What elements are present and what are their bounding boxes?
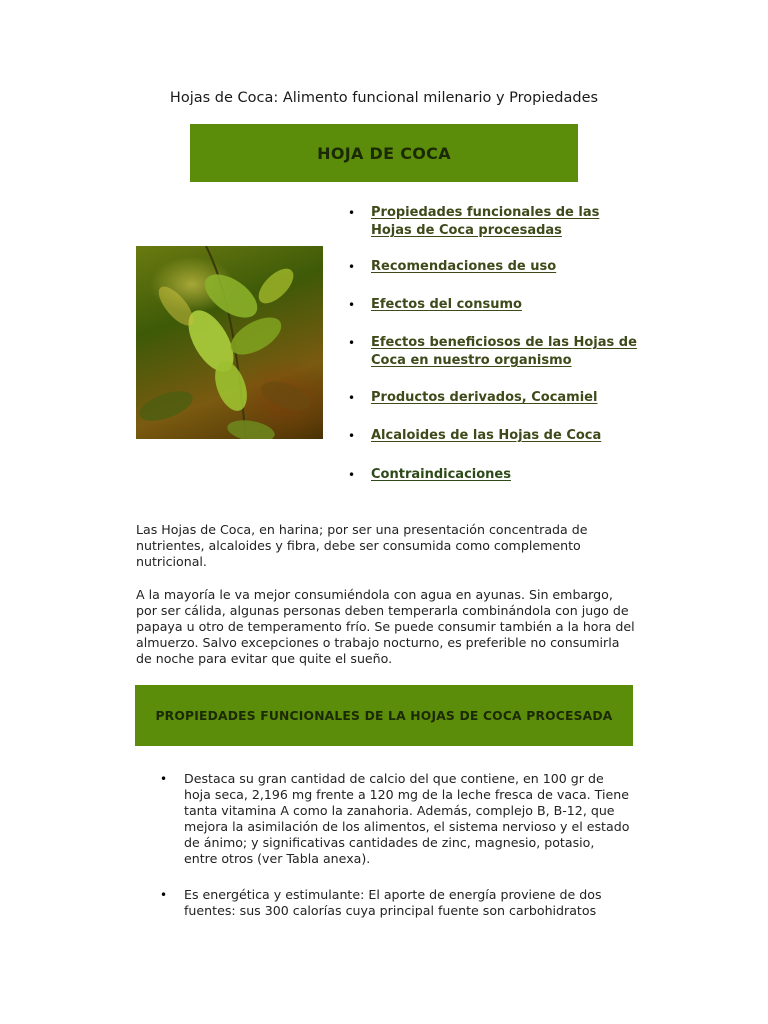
toc-item	[348, 204, 636, 240]
property-text: Es energética y estimulante: El aporte de energía proviene de dos fuentes: sus 300 calorías cuya principal fuente son carbohidratos	[184, 887, 602, 918]
leaves-illustration	[136, 246, 323, 439]
usage-paragraph: A la mayoría le va mejor consumiéndola con agua en ayunas. Sin embargo, por ser cálida, algunas personas deben temperarla combinándola con jugo de papaya u otro de temperamento frío. Se puede consumir también a la hora del almuerzo. Salvo excepciones o trabajo nocturno, es preferible no consumirla de noche para evitar que quite el sueño.	[136, 587, 635, 666]
property-text: Destaca su gran cantidad de calcio del que contiene, en 100 gr de hoja seca, 2,196 mg frente a 120 mg de la leche fresca de vaca. Tiene tanta vitamina A como la zanahoria. Además, complejo B, B-12, que mejora la asimilación de los alimentos, el sistema nervioso y el estado de ánimo; y significativas cantidades de zinc, magnesio, potasio, entre otros (ver Tabla anexa).	[184, 771, 630, 866]
list-item	[160, 887, 630, 919]
toc-link-efectos-beneficiosos[interactable]: Efectos beneficiosos de las Hojas de Coca en nuestro organismo	[371, 335, 637, 368]
bullet-icon: •	[348, 391, 356, 405]
toc-link-contraindicaciones[interactable]: Contraindicaciones	[371, 467, 511, 482]
main-banner-label: HOJA DE COCA	[317, 143, 451, 163]
intro-paragraph: Las Hojas de Coca, en harina; por ser una presentación concentrada de nutrientes, alcaloides y fibra, debe ser consumida como complemento nutricional.	[136, 522, 588, 569]
toc-link-efectos-consumo[interactable]: Efectos del consumo	[371, 297, 522, 312]
bullet-icon: •	[160, 888, 168, 902]
bullet-icon: •	[348, 468, 356, 482]
toc-link-recomendaciones[interactable]: Recomendaciones de uso	[371, 259, 557, 274]
toc-item	[348, 334, 656, 370]
bullet-icon: •	[160, 772, 168, 786]
section-banner	[135, 685, 633, 746]
section-banner-label: PROPIEDADES FUNCIONALES DE LA HOJAS DE COCA PROCESADA	[155, 708, 613, 723]
toc-link-alcaloides[interactable]: Alcaloides de las Hojas de Coca	[371, 428, 602, 443]
toc-item	[348, 466, 511, 484]
properties-list	[160, 771, 630, 939]
document-title: Hojas de Coca: Alimento funcional milenario y Propiedades	[169, 90, 599, 106]
bullet-icon: •	[348, 298, 356, 312]
list-item	[160, 771, 630, 867]
toc-item	[348, 389, 597, 407]
toc-item	[348, 296, 522, 314]
toc-item	[348, 427, 671, 445]
bullet-icon: •	[348, 260, 356, 274]
toc-item	[348, 258, 556, 276]
toc-link-propiedades[interactable]: Propiedades funcionales de las Hojas de Coca procesadas	[371, 205, 600, 238]
bullet-icon: •	[348, 206, 356, 220]
bullet-icon: •	[348, 429, 356, 443]
main-banner	[190, 124, 578, 182]
toc-link-productos[interactable]: Productos derivados, Cocamiel	[371, 390, 598, 405]
coca-leaves-photo	[136, 246, 323, 439]
bullet-icon: •	[348, 336, 356, 350]
